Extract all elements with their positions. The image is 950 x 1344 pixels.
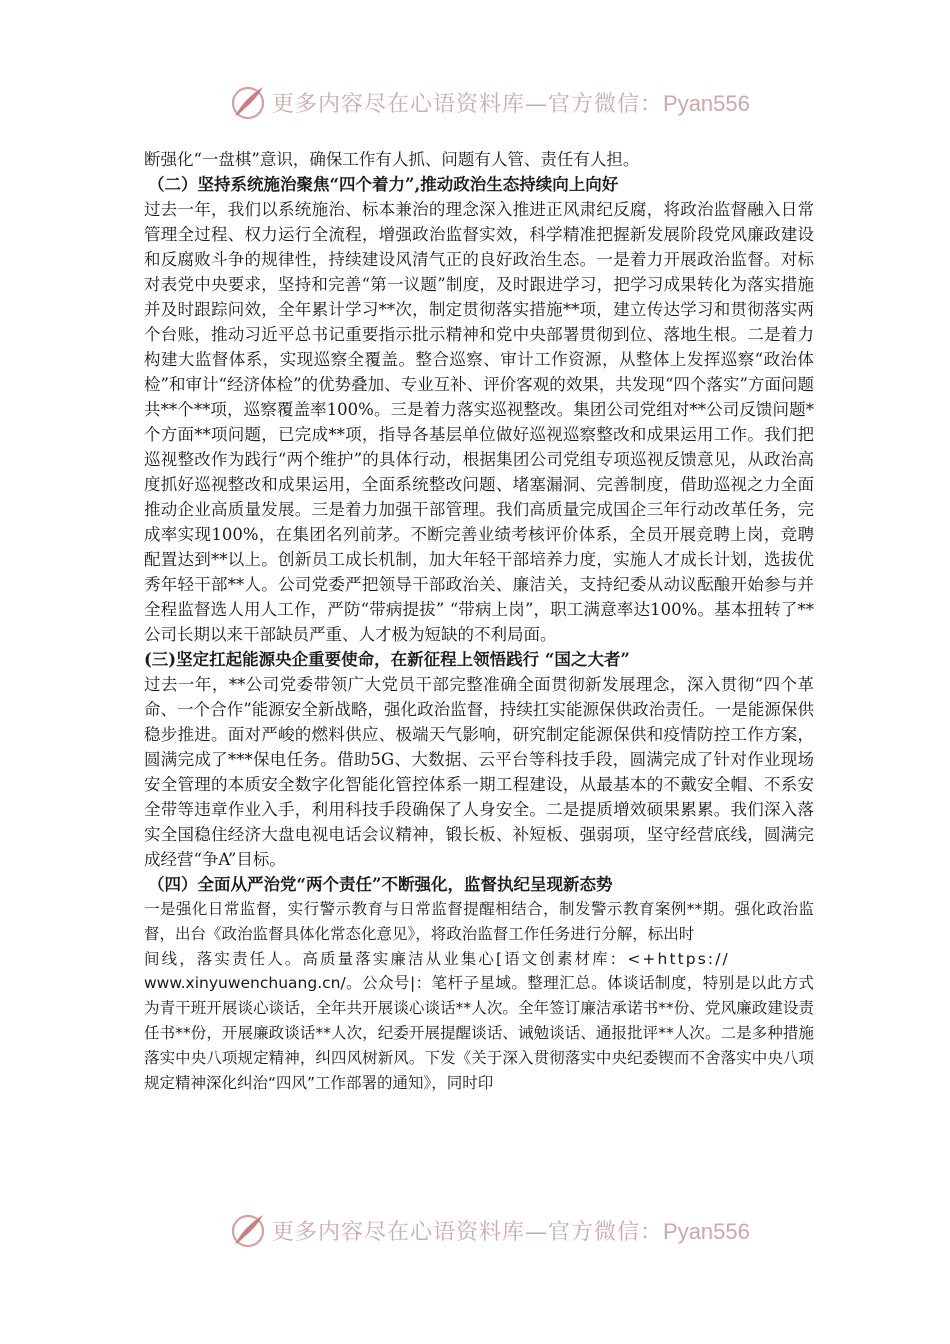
wechat-id: Pyan556 (663, 90, 750, 116)
section-heading-2: （二）坚持系统施治聚焦“四个着力”,推动政治生态持续向上向好 (148, 175, 619, 194)
wechat-id: Pyan556 (663, 1218, 750, 1244)
document-body (144, 147, 814, 1095)
watermark-banner-bottom (228, 1208, 748, 1252)
watermark-text: 更多内容尽在心语资料库—官方微信：Pyan556 (272, 1218, 750, 1245)
paragraph-4a: 一是强化日常监督，实行警示教育与日常监督提醒相结合，制发警示教育案例**期。强化政治监督，出台《政治监督具体化常态化意见》，将政治监督工作任务进行分解，标出时 (144, 900, 814, 943)
paragraph-4b: 间线，落实责任人。高质量落实廉洁从业集心[语文创素材库：<+https:// (144, 949, 730, 968)
paragraph-3: 过去一年，**公司党委带领广大党员干部完整准确全面贯彻新发展理念，深入贯彻“四个革命、一个合作”能源安全新战略，强化政治监督，持续扛实能源保供政治责任。一是能源保供稳步推进。面对严峻的燃料供应、极端天气影响，研究制定能源保供和疫情防控工作方案，圆满完成了***保电任务。借助5G、大数据、云平台等科技手段，圆满完成了针对作业现场安全管理的本质安全数字化智能化管控体系一期工程建设，从最基本的不戴安全帽、不系安全带等违章作业入手，利用科技手段确保了人身安全。二是提质增效硕果累累。我们深入落实全国稳住经济大盘电视电话会议精神，锻长板、补短板、强弱项，坚守经营底线，圆满完成经营“争A”目标。 (144, 675, 814, 869)
quill-logo-icon (228, 1210, 268, 1250)
quill-logo-icon (228, 82, 268, 122)
paragraph-2: 过去一年，我们以系统施治、标本兼治的理念深入推进正风肃纪反腐，将政治监督融入日常管理全过程、权力运行全流程，增强政治监督实效，科学精准把握新发展阶段党风廉政建设和反腐败斗争的规律性，持续建设风清气正的良好政治生态。一是着力开展政治监督。对标对表党中央要求，坚持和完善“第一议题”制度，及时跟进学习，把学习成果转化为落实措施并及时跟踪问效，全年累计学习**次，制定贯彻落实措施**项，建立传达学习和贯彻落实两个台账，推动习近平总书记重要指示批示精神和党中央部署贯彻到位、落地生根。二是着力构建大监督体系，实现巡察全覆盖。整合巡察、审计工作资源，从整体上发挥巡察“政治体检”和审计“经济体检”的优势叠加、专业互补、评价客观的效果，共发现“四个落实”方面问题共**个**项，巡察覆盖率100%。三是着力落实巡视整改。集团公司党组对**公司反馈问题*个方面**项问题，已完成**项，指导各基层单位做好巡视巡察整改和成果运用工作。我们把巡视整改作为践行“两个维护”的具体行动，根据集团公司党组专项巡视反馈意见，从政治高度抓好巡视整改和成果运用，全面系统整改问题、堵塞漏洞、完善制度，借助巡视之力全面推动企业高质量发展。三是着力加强干部管理。我们高质量完成国企三年行动改革任务，完成率实现100%，在集团名列前茅。不断完善业绩考核评价体系，全员开展竞聘上岗，竞聘配置达到**以上。创新员工成长机制，加大年轻干部培养力度，实施人才成长计划，选拔优秀年轻干部**人。公司党委严把领导干部政治关、廉洁关，支持纪委从动议酝酿开始参与并全程监督选人用人工作，严防“带病提拔” “带病上岗”，职工满意率达100%。基本扭转了**公司长期以来干部缺员严重、人才极为短缺的不利局面。 (144, 200, 814, 644)
paragraph-4c: www.xinyuwenchuang.cn/。公众号|：笔杆子星域。整理汇总。体谈话制度，特别是以此方式为青干班开展谈心谈话，全年共开展谈心谈话**人次。全年签订廉洁承诺书**份、党风廉政建设责任书**份，开展廉政谈话**人次，纪委开展提醒谈话、诫勉谈话、通报批评**人次。二是多种措施落实中央八项规定精神，纠四风树新风。下发《关于深入贯彻落实中央纪委锲而不舍落实中央八项规定精神深化纠治“四风”工作部署的通知》，同时印 (144, 974, 814, 1092)
section-heading-4: （四）全面从严治党“两个责任”不断强化，监督执纪呈现新态势 (148, 875, 613, 894)
watermark-banner-top (228, 80, 748, 124)
paragraph-1: 断强化“一盘棋”意识，确保工作有人抓、问题有人管、责任有人担。 (144, 150, 640, 169)
section-heading-3: (三)坚定扛起能源央企重要使命，在新征程上领悟践行 “国之大者” (144, 650, 630, 669)
watermark-text: 更多内容尽在心语资料库—官方微信：Pyan556 (272, 90, 750, 117)
